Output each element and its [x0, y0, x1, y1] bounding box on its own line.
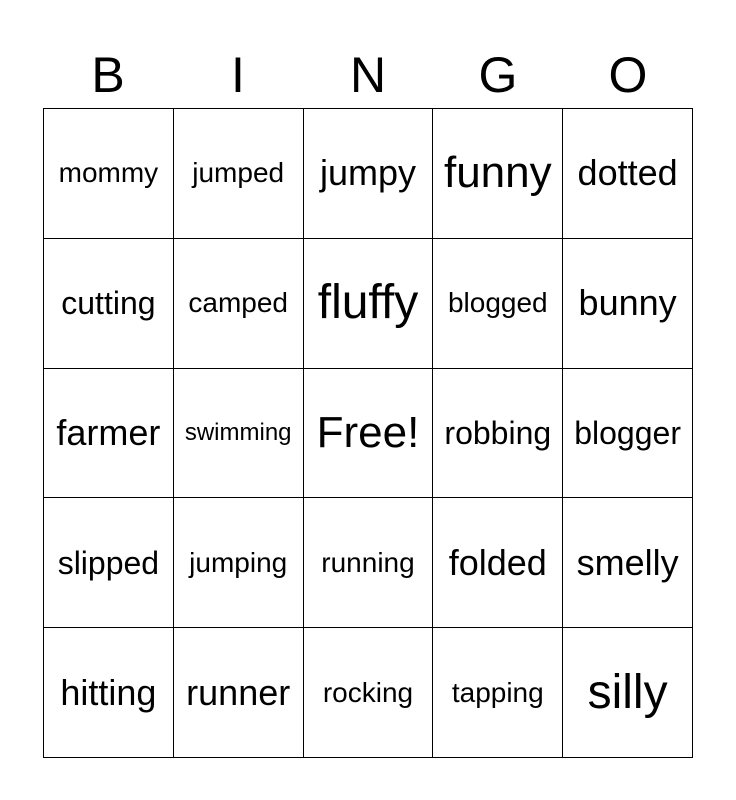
- bingo-cell[interactable]: rocking: [304, 628, 434, 758]
- bingo-board: [43, 108, 693, 758]
- bingo-cell[interactable]: funny: [433, 109, 563, 239]
- bingo-cell[interactable]: fluffy: [304, 239, 434, 369]
- bingo-cell[interactable]: hitting: [44, 628, 174, 758]
- bingo-cell[interactable]: camped: [174, 239, 304, 369]
- bingo-cell[interactable]: slipped: [44, 498, 174, 628]
- bingo-header: [43, 42, 693, 108]
- bingo-cell[interactable]: mommy: [44, 109, 174, 239]
- bingo-cell[interactable]: bunny: [563, 239, 693, 369]
- bingo-cell[interactable]: running: [304, 498, 434, 628]
- bingo-cell[interactable]: runner: [174, 628, 304, 758]
- header-letter-b: B: [91, 47, 125, 103]
- bingo-cell[interactable]: silly: [563, 628, 693, 758]
- header-letter-g: G: [478, 47, 518, 103]
- header-letter-o: O: [608, 47, 648, 103]
- bingo-cell[interactable]: blogger: [563, 369, 693, 499]
- bingo-cell[interactable]: farmer: [44, 369, 174, 499]
- bingo-cell[interactable]: robbing: [433, 369, 563, 499]
- bingo-cell[interactable]: folded: [433, 498, 563, 628]
- bingo-cell[interactable]: blogged: [433, 239, 563, 369]
- header-letter-n: N: [349, 47, 387, 103]
- bingo-cell[interactable]: cutting: [44, 239, 174, 369]
- bingo-cell[interactable]: swimming: [174, 369, 304, 499]
- bingo-cell[interactable]: jumped: [174, 109, 304, 239]
- header-letter-i: I: [231, 47, 245, 103]
- bingo-cell[interactable]: smelly: [563, 498, 693, 628]
- bingo-cell[interactable]: dotted: [563, 109, 693, 239]
- bingo-cell[interactable]: tapping: [433, 628, 563, 758]
- bingo-cell free-space[interactable]: Free!: [304, 369, 434, 499]
- bingo-cell[interactable]: jumpy: [304, 109, 434, 239]
- bingo-cell[interactable]: jumping: [174, 498, 304, 628]
